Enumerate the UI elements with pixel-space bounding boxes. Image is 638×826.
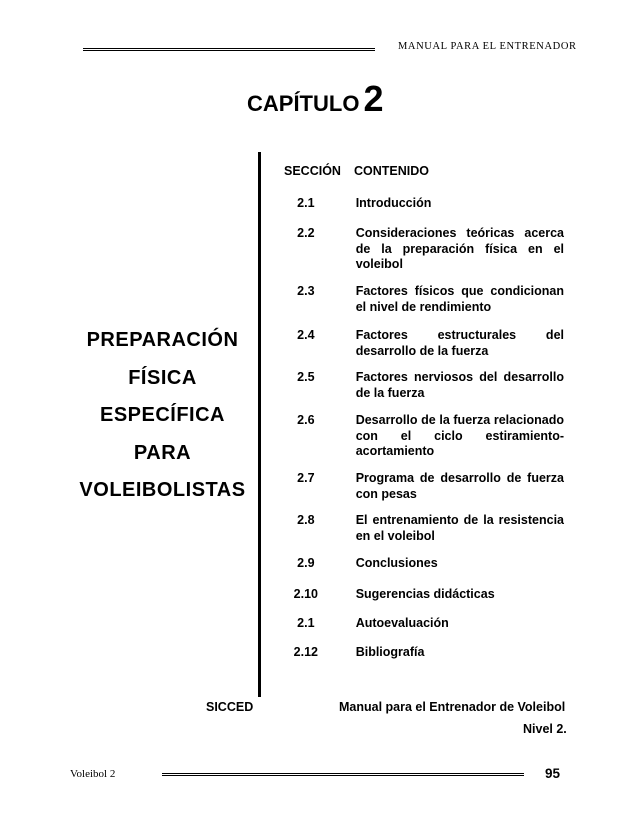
toc-header <box>284 164 564 194</box>
title-line: VOLEIBOLISTAS <box>79 479 246 501</box>
chapter-title <box>60 322 265 510</box>
toc-row-text: Factores físicos que condicionan el nivel de rendimiento <box>355 284 564 314</box>
toc-row-number: 2.1 <box>297 196 315 210</box>
toc-row <box>284 587 564 603</box>
running-header: MANUAL PARA EL ENTRENADOR <box>398 41 577 52</box>
toc-row-text: Conclusiones <box>355 556 438 570</box>
toc-row <box>284 196 564 212</box>
toc-row-text: Programa de desarrollo de fuerza con pesas <box>355 471 564 501</box>
toc-row-number: 2.10 <box>293 587 319 601</box>
running-footer: Voleibol 2 <box>70 768 116 780</box>
toc-row-text: El entrenamiento de la resistencia en el voleibol <box>355 513 564 543</box>
toc-row-text: Desarrollo de la fuerza relacionado con el ciclo estiramiento-acortamiento <box>355 413 564 458</box>
chapter-number: 2 <box>363 78 384 119</box>
toc-row-text: Bibliografía <box>355 645 425 659</box>
manual-title: Manual para el Entrenador de Voleibol <box>339 700 566 714</box>
title-line: ESPECÍFICA <box>99 404 226 426</box>
toc-row-text: Factores estructurales del desarrollo de la fuerza <box>355 328 564 358</box>
footer-rule <box>162 773 524 776</box>
toc-row <box>284 413 564 460</box>
toc-row <box>284 370 564 401</box>
toc-row-text: Introducción <box>355 196 432 210</box>
table-of-contents <box>284 164 564 659</box>
toc-col-section: SECCIÓN <box>284 164 341 178</box>
publisher-label: SICCED <box>206 700 254 714</box>
chapter-heading <box>247 78 383 120</box>
title-line: PREPARACIÓN <box>86 329 239 351</box>
title-line: FÍSICA <box>128 366 197 389</box>
toc-row <box>284 328 564 359</box>
toc-row-number: 2.8 <box>297 513 315 527</box>
toc-row <box>284 513 564 544</box>
toc-col-content: CONTENIDO <box>354 164 429 178</box>
header-rule <box>83 48 375 51</box>
title-line: PARA <box>133 441 192 464</box>
toc-row-number: 2.9 <box>297 556 315 570</box>
chapter-word: CAPÍTULO <box>247 91 360 116</box>
toc-row <box>284 226 564 273</box>
page-number: 95 <box>545 766 561 781</box>
toc-row <box>284 284 564 315</box>
toc-row-text: Factores nerviosos del desarrollo de la fuerza <box>355 370 564 400</box>
toc-row-number: 2.7 <box>297 471 315 485</box>
level-label: Nivel 2. <box>523 722 567 736</box>
toc-row <box>284 616 564 632</box>
toc-row-number: 2.3 <box>297 284 315 298</box>
toc-row-number: 2.4 <box>297 328 315 342</box>
toc-row <box>284 471 564 502</box>
toc-row-number: 2.12 <box>293 645 319 659</box>
toc-row-number: 2.2 <box>297 226 315 240</box>
toc-row-text: Autoevaluación <box>355 616 449 630</box>
toc-row-number: 2.1 <box>297 616 315 630</box>
toc-row <box>284 556 564 572</box>
toc-row-text: Sugerencias didácticas <box>355 587 495 601</box>
toc-row <box>284 645 564 661</box>
toc-row-number: 2.5 <box>297 370 315 384</box>
toc-row-number: 2.6 <box>297 413 315 427</box>
toc-row-text: Consideraciones teóricas acerca de la preparación física en el voleibol <box>355 226 564 271</box>
